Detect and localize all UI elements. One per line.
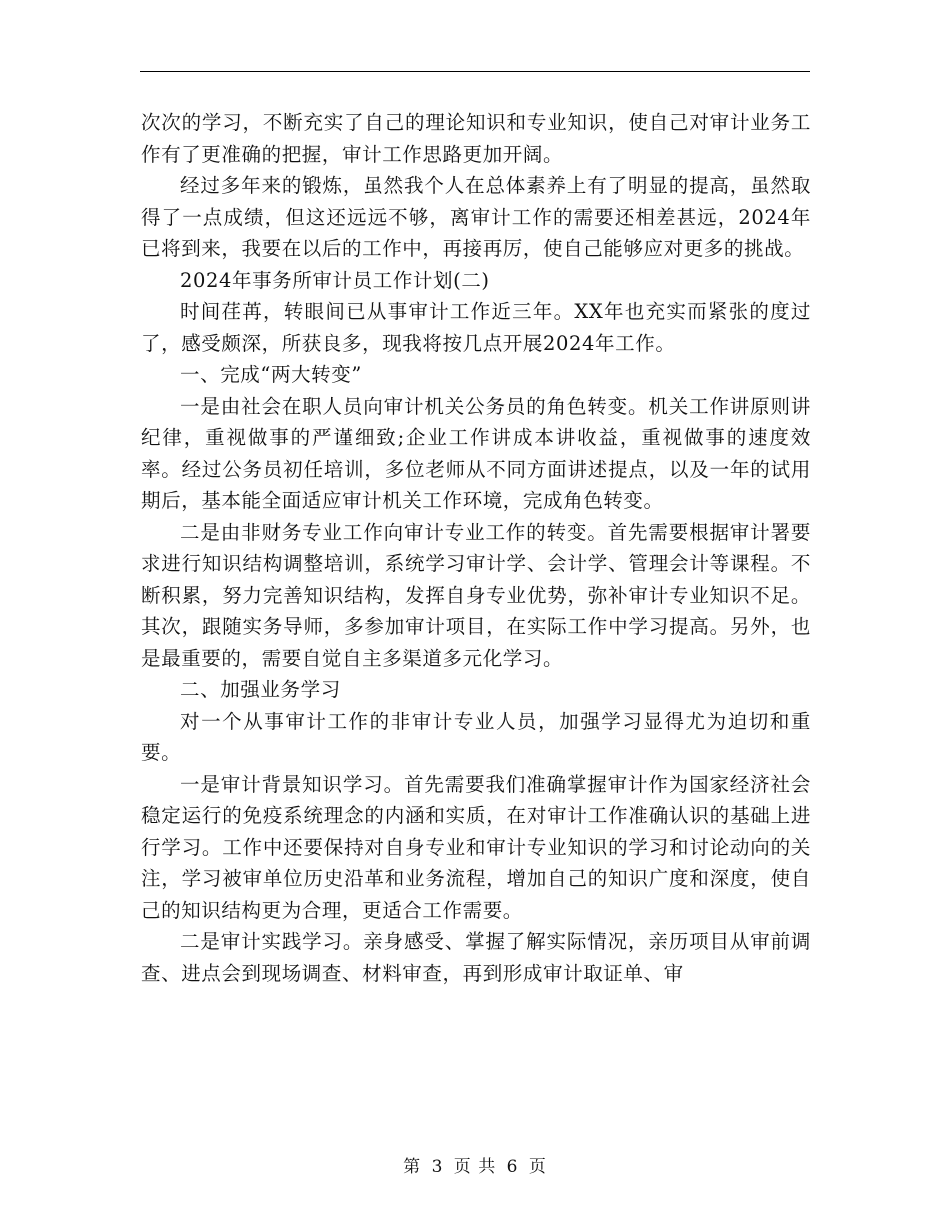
paragraph-1: 次次的学习，不断充实了自己的理论知识和专业知识，使自己对审计业务工作有了更准确的把握，审计工作思路更加开阔。 — [141, 111, 811, 166]
paragraph-7: 一是审计背景知识学习。首先需要我们准确掌握审计作为国家经济社会稳定运行的免疫系统理念的内涵和实质，在对审计工作准确认识的基础上进行学习。工作中还要保持对自身专业和审计专业知识的学习和讨论动向的关注，学习被审单位历史沿革和业务流程，增加自己的知识广度和深度，使自己的知识结构更为合理，更适合工作需要。 — [141, 772, 811, 922]
current-page-number: 3 — [431, 1157, 444, 1177]
paragraph-8: 二是审计实践学习。亲身感受、掌握了解实际情况，亲历项目从审前调查、进点会到现场调查、材料审查，再到形成审计取证单、审 — [141, 930, 811, 985]
document-body — [141, 107, 811, 989]
footer-suffix: 页 — [528, 1157, 547, 1177]
section-title: 2024年事务所审计员工作计划(二) — [180, 268, 490, 292]
paragraph-5: 二是由非财务专业工作向审计专业工作的转变。首先需要根据审计署要求进行知识结构调整培训，系统学习审计学、会计学、管理会计等课程。不断积累，努力完善知识结构，发挥自身专业优势，弥补审计专业知识不足。其次，跟随实务导师，多参加审计项目，在实际工作中学习提高。另外，也是最重要的，需要自觉自主多渠道多元化学习。 — [141, 520, 811, 670]
header-rule — [140, 71, 810, 72]
heading-1: 一、完成“两大转变” — [180, 363, 362, 386]
total-pages-number: 6 — [506, 1157, 519, 1177]
paragraph-2: 经过多年来的锻炼，虽然我个人在总体素养上有了明显的提高，虽然取得了一点成绩，但这还远远不够，离审计工作的需要还相差甚远，2024年已将到来，我要在以后的工作中，再接再厉，使自己能够应对更多的挑战。 — [141, 174, 811, 260]
footer-prefix: 第 — [403, 1157, 422, 1177]
footer-middle: 页 共 — [453, 1157, 497, 1177]
paragraph-3: 时间荏苒，转眼间已从事审计工作近三年。XX年也充实而紧张的度过了，感受颇深，所获良多，现我将按几点开展2024年工作。 — [141, 300, 811, 355]
heading-2: 二、加强业务学习 — [180, 678, 341, 701]
page-footer — [0, 1152, 950, 1177]
paragraph-4: 一是由社会在职人员向审计机关公务员的角色转变。机关工作讲原则讲纪律，重视做事的严谨细致;企业工作讲成本讲收益，重视做事的速度效率。经过公务员初任培训，多位老师从不同方面讲述提点，以及一年的试用期后，基本能全面适应审计机关工作环境，完成角色转变。 — [141, 394, 811, 512]
paragraph-6: 对一个从事审计工作的非审计专业人员，加强学习显得尤为迫切和重要。 — [141, 709, 811, 764]
